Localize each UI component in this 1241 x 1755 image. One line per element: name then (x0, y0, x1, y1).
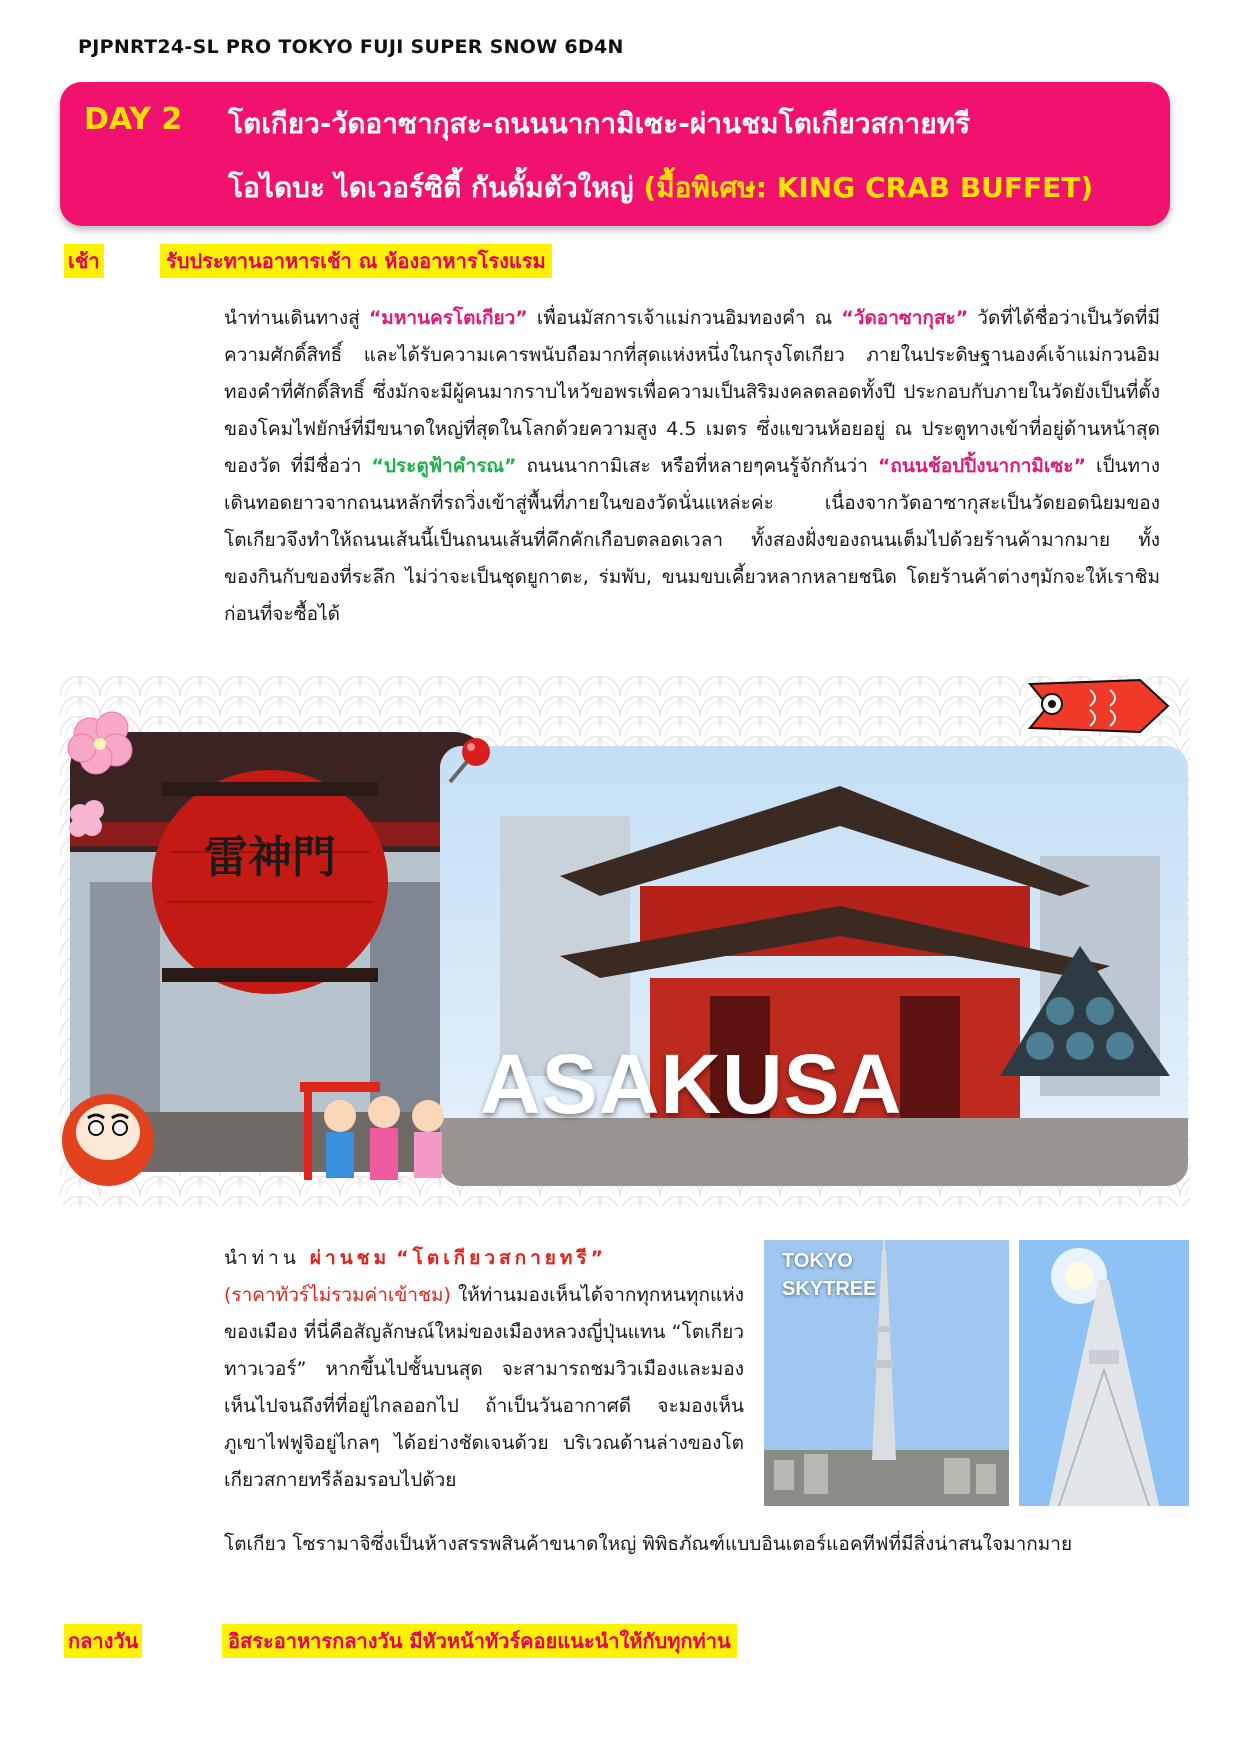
koinobori-fish-icon (1020, 670, 1170, 740)
asakusa-text-4: ถนนนากามิเสะ หรือที่หลายๆคนรู้จักกันว่า (516, 455, 878, 477)
skytree-photo (764, 1240, 1009, 1506)
asakusa-text-3: วัดที่ได้ชื่อว่าเป็นวัดที่มีความศักดิ์สิทธิ์ และได้รับความเคารพนับถือมากที่สุดแห่งหนึ่งในกรุงโตเกียว ภายในประดิษฐานองค์เจ้าแม่กวนอิมทองคำที่ศักดิ์สิทธิ์ ซึ่งมักจะมีผู้คนมากราบไหว้ขอพรเพื่อความเป็นสิริมงคลตลอดทั้งปี ประกอบกับภายในวัดยังเป็นที่ตั้งของโคมไฟยักษ์ที่มีขนาดใหญ่ที่สุดในโลกด้วยความสูง 4.5 เมตร ซึ่งแขวนห้อยอยู่ ณ ประตูทางเข้าที่อยู่ด้านหน้าสุดของวัด ที่มีชื่อว่า (224, 307, 1160, 477)
breakfast-text: รับประทานอาหารเช้า ณ ห้องอาหารโรงแรม (160, 244, 552, 278)
day-banner (60, 82, 1170, 226)
skytree-label-line2: SKYTREE (782, 1278, 877, 1300)
asakusa-title: ASAKUSA (480, 1037, 903, 1131)
skytree-continuation: โตเกียว โซรามาจิซึ่งเป็นห้างสรรพสินค้าขนาดใหญ่ พิพิธภัณฑ์แบบอินเตอร์แอคทีฟที่มีสิ่งน่าสนใจมากมาย (224, 1533, 1073, 1555)
asakusa-paragraph (224, 300, 1160, 633)
skytree-label-line1: TOKYO (782, 1250, 853, 1272)
sakura-flowers-icon (60, 692, 150, 872)
day-title-line1: โตเกียว-วัดอาซากุสะ-ถนนนากามิเซะ-ผ่านชมโตเกียวสกายทรี (228, 107, 971, 140)
skytree-upward-photo (1019, 1240, 1189, 1506)
highlight-tokyo: “มหานครโตเกียว” (368, 307, 528, 329)
red-pin-icon (440, 732, 500, 792)
day-special-meal: (มื้อพิเศษ: KING CRAB BUFFET) (643, 171, 1094, 204)
daruma-doll-icon (58, 1080, 158, 1190)
lantern-text: 雷神門 (204, 832, 336, 883)
day-title-line2 (228, 166, 1093, 210)
asakusa-text-5: เป็นทางเดินทอดยาวจากถนนหลักที่รถวิ่งเข้าสู่พื้นที่ภายในของวัดนั่นแหล่ะค่ะ เนื่องจากวัดอาซากุสะเป็นวัดยอดนิยมของโตเกียวจึงทำให้ถนนเส้นนี้เป็นถนนเส้นที่คึกคักเกือบตลอดเวลา ทั้งสองฝั่งของถนนเต็มไปด้วยร้านค้ามากมาย ทั้งของกินกับของที่ระลึก ไม่ว่าจะเป็นชุดยูกาตะ, ร่มพับ, ขนมขบเคี้ยวหลากหลายชนิด โดยร้านค้าต่างๆมักจะให้เราชิมก่อนที่จะซื้อได้ (224, 455, 1160, 625)
kids-kimono-illustration-icon (300, 1070, 460, 1200)
highlight-nakamise-street: “ถนนช้อปปิ้งนากามิเซะ” (877, 455, 1086, 477)
skytree-intro: นำท่าน (224, 1247, 310, 1269)
highlight-thunder-gate: “ประตูฟ้าคำรณ” (371, 455, 517, 477)
skytree-name: “โตเกียวสกายทรี” (396, 1247, 608, 1269)
day-title-places: โอไดบะ ไดเวอร์ซิตี้ กันดั้มตัวใหญ่ (228, 171, 634, 204)
highlight-asakusa-temple: “วัดอาซากุสะ” (841, 307, 969, 329)
lunch-tag: กลางวัน (64, 1624, 142, 1658)
skytree-body: ให้ท่านมองเห็นได้จากทุกหนทุกแห่งของเมือง ที่นี่คือสัญลักษณ์ใหม่ของเมืองหลวงญี่ปุ่นแทน “โตเกียวทาวเวอร์” หากขึ้นไปชั้นบนสุด จะสามารถชมวิวเมืองและมองเห็นไปจนถึงที่ที่อยู่ไกลออกไป ถ้าเป็นวันอากาศดี จะมองเห็นภูเขาไฟฟูจิอยู่ไกลๆ ได้อย่างชัดเจนด้วย บริเวณด้านล่างของโตเกียวสกายทรีล้อมรอบไปด้วย (224, 1284, 744, 1491)
document-code: PJPNRT24-SL PRO TOKYO FUJI SUPER SNOW 6D4N (78, 36, 624, 58)
lunch-text: อิสระอาหารกลางวัน มีหัวหน้าทัวร์คอยแนะนำให้กับทุกท่าน (222, 1624, 737, 1658)
day-label: DAY 2 (84, 102, 183, 137)
asakusa-photo-banner (60, 676, 1190, 1206)
asakusa-text-2: เพื่อนมัสการเจ้าแม่กวนอิมทองคำ ณ (527, 307, 842, 329)
skytree-paragraph (224, 1240, 744, 1499)
skytree-pass-by: ผ่านชม (309, 1247, 391, 1269)
asakusa-text-1: นำท่านเดินทางสู่ (224, 307, 369, 329)
breakfast-tag: เช้า (64, 244, 104, 278)
skytree-price-note: (ราคาทัวร์ไม่รวมค่าเข้าชม) (224, 1284, 451, 1306)
